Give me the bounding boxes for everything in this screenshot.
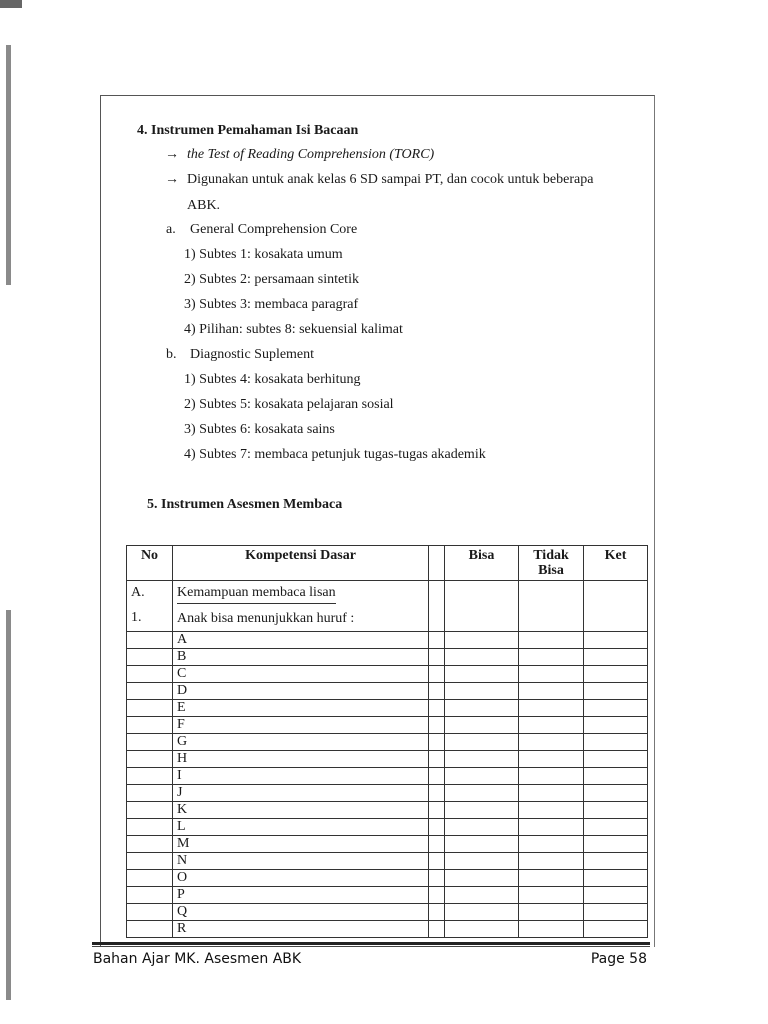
table-cell xyxy=(429,751,445,768)
table-row xyxy=(127,785,648,802)
table-row xyxy=(127,632,648,649)
footer-left: Bahan Ajar MK. Asesmen ABK xyxy=(93,951,302,967)
table-cell xyxy=(519,581,584,632)
intro-no-a: A. xyxy=(131,585,145,600)
table-cell xyxy=(429,921,445,938)
table-cell xyxy=(429,734,445,751)
letter-cell: N xyxy=(173,853,429,870)
section5-heading: 5. Instrumen Asesmen Membaca xyxy=(147,497,343,512)
list-item: 1) Subtes 4: kosakata berhitung xyxy=(184,372,361,387)
part-a-title: General Comprehension Core xyxy=(190,222,358,237)
list-item: 4) Pilihan: subtes 8: sekuensial kalimat xyxy=(184,322,403,337)
table-cell xyxy=(445,904,519,921)
letter-cell: M xyxy=(173,836,429,853)
letter-cell: F xyxy=(173,717,429,734)
table-cell xyxy=(445,836,519,853)
table-cell xyxy=(429,717,445,734)
header-spacer xyxy=(429,546,445,581)
table-cell xyxy=(584,632,648,649)
table-cell xyxy=(584,717,648,734)
table-cell xyxy=(127,836,173,853)
table-cell xyxy=(584,836,648,853)
table-cell xyxy=(519,666,584,683)
table-cell xyxy=(519,717,584,734)
table-cell xyxy=(519,768,584,785)
table-cell xyxy=(445,819,519,836)
list-item: 2) Subtes 2: persamaan sintetik xyxy=(184,272,359,287)
table-cell xyxy=(519,734,584,751)
arrow-icon: → xyxy=(165,147,179,162)
table-cell xyxy=(519,751,584,768)
table-cell xyxy=(127,717,173,734)
table-cell xyxy=(519,700,584,717)
table-cell xyxy=(127,887,173,904)
table-cell xyxy=(584,700,648,717)
header-tidak-bisa: Tidak Bisa xyxy=(519,546,584,581)
table-cell xyxy=(127,700,173,717)
table-row xyxy=(127,887,648,904)
table-cell xyxy=(445,700,519,717)
letter-cell: A xyxy=(173,632,429,649)
table-cell xyxy=(584,819,648,836)
table-cell xyxy=(127,751,173,768)
table-cell xyxy=(584,683,648,700)
section4-heading: 4. Instrumen Pemahaman Isi Bacaan xyxy=(137,123,359,138)
table-cell xyxy=(429,836,445,853)
table-cell xyxy=(127,904,173,921)
table-row xyxy=(127,700,648,717)
table-cell xyxy=(445,717,519,734)
table-row xyxy=(127,734,648,751)
letter-cell: K xyxy=(173,802,429,819)
letter-cell: C xyxy=(173,666,429,683)
table-cell xyxy=(429,700,445,717)
table-cell xyxy=(519,836,584,853)
table-row xyxy=(127,921,648,938)
table-row xyxy=(127,802,648,819)
part-b-label: b. xyxy=(166,347,177,362)
table-cell xyxy=(127,768,173,785)
table-cell xyxy=(584,666,648,683)
header-ket: Ket xyxy=(584,546,648,581)
table-header-row xyxy=(127,546,648,581)
table-row xyxy=(127,836,648,853)
table-row xyxy=(127,870,648,887)
header-bisa: Bisa xyxy=(445,546,519,581)
letter-cell: G xyxy=(173,734,429,751)
table-row xyxy=(127,904,648,921)
table-cell xyxy=(127,683,173,700)
letter-cell: P xyxy=(173,887,429,904)
letter-cell: E xyxy=(173,700,429,717)
table-cell xyxy=(584,581,648,632)
letter-cell: O xyxy=(173,870,429,887)
table-cell xyxy=(445,666,519,683)
table-row xyxy=(127,581,648,632)
arrow-icon: → xyxy=(165,172,179,187)
list-item: 4) Subtes 7: membaca petunjuk tugas-tugas akademik xyxy=(184,447,486,462)
table-cell xyxy=(584,734,648,751)
letter-cell: H xyxy=(173,751,429,768)
table-cell xyxy=(584,921,648,938)
table-cell xyxy=(429,887,445,904)
table-cell xyxy=(429,666,445,683)
table-cell xyxy=(519,632,584,649)
table-cell xyxy=(445,887,519,904)
assessment-table xyxy=(126,545,648,938)
letter-cell: B xyxy=(173,649,429,666)
table-cell xyxy=(584,768,648,785)
letter-cell: J xyxy=(173,785,429,802)
footer-rule xyxy=(92,942,650,945)
table-cell xyxy=(127,785,173,802)
table-cell xyxy=(445,683,519,700)
intro-no-1: 1. xyxy=(131,610,142,625)
letter-cell: I xyxy=(173,768,429,785)
table-row xyxy=(127,717,648,734)
table-cell xyxy=(127,734,173,751)
letter-cell: R xyxy=(173,921,429,938)
header-kompetensi: Kompetensi Dasar xyxy=(173,546,429,581)
letter-rows xyxy=(127,632,648,938)
table-cell xyxy=(584,649,648,666)
scan-mark-left-upper xyxy=(6,45,11,285)
table-cell xyxy=(519,904,584,921)
table-cell xyxy=(519,870,584,887)
table-cell xyxy=(584,853,648,870)
table-cell xyxy=(519,853,584,870)
table-row xyxy=(127,751,648,768)
footer-rule-thin xyxy=(92,946,650,947)
list-item: 3) Subtes 3: membaca paragraf xyxy=(184,297,359,312)
part-b-title: Diagnostic Suplement xyxy=(190,347,315,362)
table-cell xyxy=(584,785,648,802)
table-cell xyxy=(429,785,445,802)
intro-no-cell xyxy=(127,581,173,632)
table-cell xyxy=(429,632,445,649)
letter-cell: L xyxy=(173,819,429,836)
table-cell xyxy=(445,768,519,785)
table-cell xyxy=(445,649,519,666)
table-cell xyxy=(445,802,519,819)
table-cell xyxy=(127,819,173,836)
table-cell xyxy=(127,853,173,870)
intro-line2: Anak bisa menunjukkan huruf : xyxy=(177,611,355,626)
table-cell xyxy=(429,819,445,836)
table-cell xyxy=(519,887,584,904)
intro-kompetensi-cell xyxy=(173,581,429,632)
table-row xyxy=(127,853,648,870)
list-item: 1) Subtes 1: kosakata umum xyxy=(184,247,343,262)
table-cell xyxy=(519,819,584,836)
table-cell xyxy=(584,870,648,887)
table-cell xyxy=(584,887,648,904)
header-no: No xyxy=(127,546,173,581)
table-cell xyxy=(429,768,445,785)
table-cell xyxy=(429,904,445,921)
table-cell xyxy=(429,802,445,819)
table-cell xyxy=(445,785,519,802)
letter-cell: Q xyxy=(173,904,429,921)
table-row xyxy=(127,819,648,836)
table-cell xyxy=(429,581,445,632)
list-item: 3) Subtes 6: kosakata sains xyxy=(184,422,335,437)
table-row xyxy=(127,666,648,683)
table-cell xyxy=(127,649,173,666)
table-cell xyxy=(584,751,648,768)
table-cell xyxy=(429,649,445,666)
table-cell xyxy=(519,649,584,666)
scan-mark-top xyxy=(0,0,22,8)
table-cell xyxy=(445,853,519,870)
table-cell xyxy=(445,921,519,938)
table-cell xyxy=(445,870,519,887)
table-row xyxy=(127,649,648,666)
intro-line1: Kemampuan membaca lisan xyxy=(177,583,336,604)
table-cell xyxy=(445,581,519,632)
table-cell xyxy=(127,921,173,938)
table-cell xyxy=(519,785,584,802)
table-cell xyxy=(519,921,584,938)
scan-mark-left-lower xyxy=(6,610,11,1000)
list-item: 2) Subtes 5: kosakata pelajaran sosial xyxy=(184,397,394,412)
torc-line: the Test of Reading Comprehension (TORC) xyxy=(187,147,435,162)
usage-line: Digunakan untuk anak kelas 6 SD sampai PT, dan cocok untuk beberapa xyxy=(187,172,594,187)
table-cell xyxy=(584,802,648,819)
table-cell xyxy=(445,751,519,768)
table-cell xyxy=(127,632,173,649)
table-cell xyxy=(127,666,173,683)
table-cell xyxy=(429,683,445,700)
table-row xyxy=(127,683,648,700)
part-a-label: a. xyxy=(166,222,176,237)
table-cell xyxy=(445,632,519,649)
table-row xyxy=(127,768,648,785)
footer-page-number: Page 58 xyxy=(590,951,647,967)
table-cell xyxy=(429,870,445,887)
usage-line-cont: ABK. xyxy=(187,198,221,213)
table-cell xyxy=(127,802,173,819)
table-cell xyxy=(519,683,584,700)
table-cell xyxy=(519,802,584,819)
table-cell xyxy=(445,734,519,751)
table-cell xyxy=(127,870,173,887)
table-cell xyxy=(429,853,445,870)
table-cell xyxy=(584,904,648,921)
letter-cell: D xyxy=(173,683,429,700)
